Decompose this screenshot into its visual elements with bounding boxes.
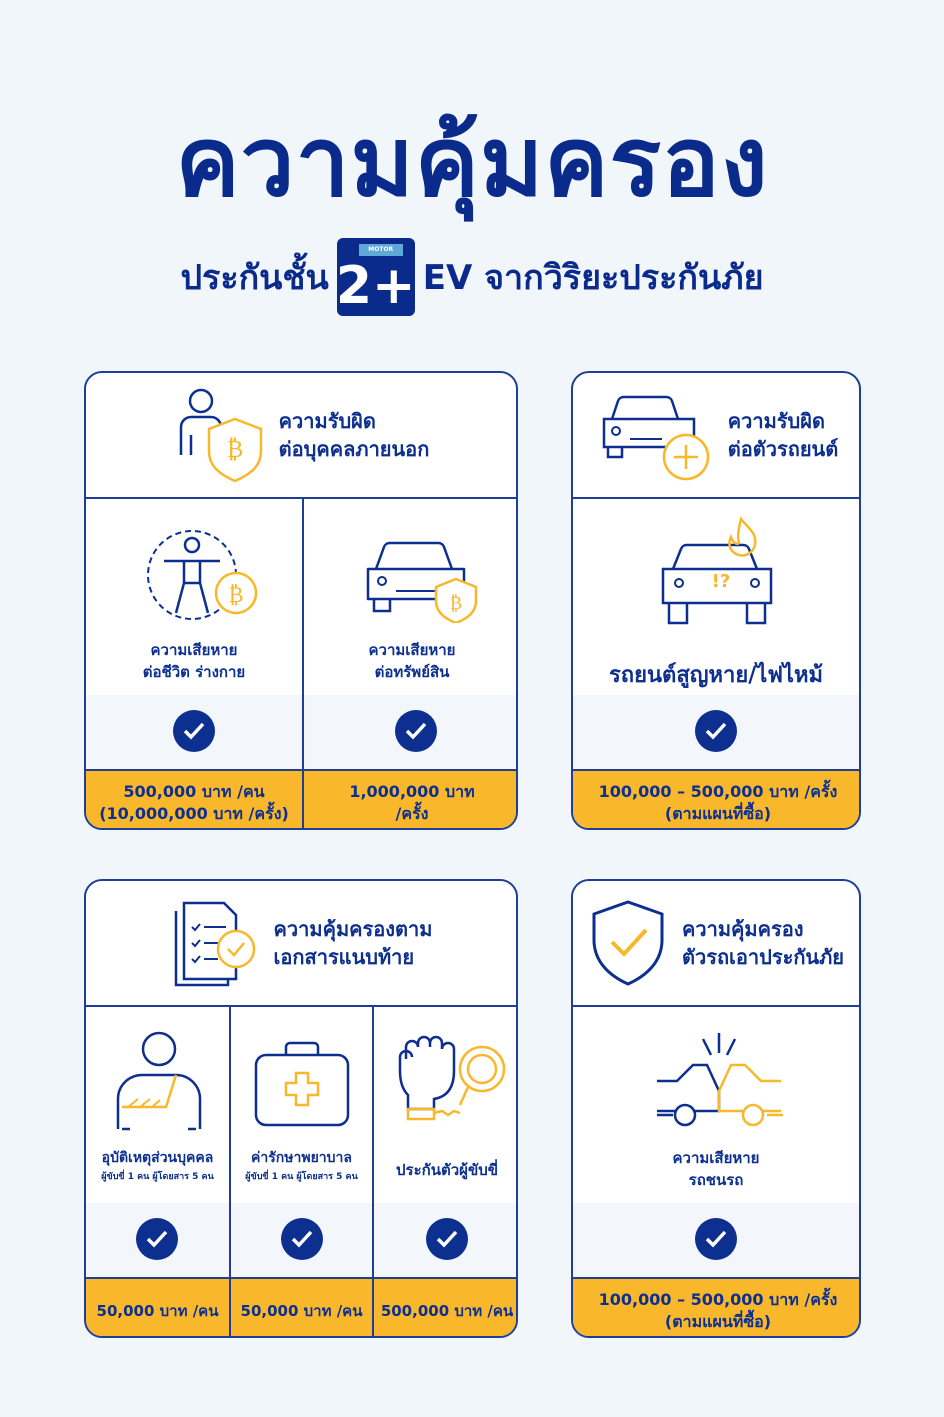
collision-label (573, 1147, 859, 1191)
own-damage-title-2: ตัวรถเอาประกันภัย (681, 945, 844, 969)
personal-accident-amount: 50,000 บาท /คน (86, 1277, 229, 1338)
amount-line: /ครั้ง (395, 803, 429, 823)
svg-text:₿: ₿ (228, 583, 244, 608)
page-subtitle (0, 238, 944, 316)
sublabel: ผู้ขับขี่ 1 คน ผู้โดยสาร 5 คน (101, 1172, 214, 1182)
check-icon (695, 710, 737, 752)
amount-line: 100,000 – 500,000 บาท /ครั้ง (598, 781, 838, 801)
life-damage-label (86, 639, 302, 683)
check-icon (281, 1218, 323, 1260)
label-line: ต่อชีวิต ร่างกาย (142, 663, 246, 681)
attachments-card (84, 879, 518, 1338)
subtitle-suffix: EV จากวิริยะประกันภัย (422, 258, 764, 298)
bail-bond-amount: 500,000 บาท /คน (374, 1277, 518, 1338)
svg-text:₿: ₿ (449, 593, 463, 614)
vehicle-title-1: ความรับผิด (727, 409, 825, 433)
subtitle-prefix: ประกันชั้น (180, 258, 329, 298)
attachments-header (86, 881, 516, 1007)
own-damage-title-1: ความคุ้มครอง (681, 917, 804, 941)
person-shield-icon (173, 385, 265, 485)
page-title: ความคุ้มครอง (175, 106, 769, 218)
life-damage-amount (86, 769, 302, 830)
third-party-title-2: ต่อบุคคลภายนอก (278, 437, 430, 461)
car-shield-icon (360, 533, 480, 623)
label-line: รถชนรถ (688, 1171, 744, 1189)
amount-line: (10,000,000 บาท /ครั้ง) (99, 803, 289, 823)
car-crash-icon (655, 1029, 783, 1133)
personal-accident-label (86, 1147, 229, 1185)
label-line: ต่อทรัพย์สิน (374, 663, 450, 681)
own-damage-card (571, 879, 861, 1338)
amount-line: 100,000 – 500,000 บาท /ครั้ง (598, 1289, 838, 1309)
first-aid-kit-icon (252, 1039, 352, 1129)
check-icon (426, 1218, 468, 1260)
car-plus-icon (594, 387, 714, 483)
attachments-title-2: เอกสารแนบท้าย (273, 945, 415, 969)
label-line: ความเสียหาย (672, 1149, 760, 1167)
check-icon (395, 710, 437, 752)
body-circle-coin-icon (142, 527, 262, 621)
check-icon (695, 1218, 737, 1260)
check-icon (136, 1218, 178, 1260)
svg-text:₿: ₿ (226, 435, 243, 463)
attachments-title-1: ความคุ้มครองตาม (273, 917, 433, 941)
amount-line: 1,000,000 บาท (349, 781, 475, 801)
third-party-header (86, 373, 516, 499)
vehicle-loss-label: รถยนต์สูญหาย/ไฟไหม้ (608, 663, 824, 688)
collision-amount (573, 1277, 861, 1338)
medical-expense-amount: 50,000 บาท /คน (231, 1277, 372, 1338)
own-damage-header (573, 881, 859, 1007)
sublabel: ผู้ขับขี่ 1 คน ผู้โดยสาร 5 คน (245, 1172, 358, 1182)
amount-line: (ตามแผนที่ซื้อ) (664, 803, 772, 823)
injured-person-icon (114, 1029, 204, 1133)
label-line: ค่ารักษาพยาบาล (251, 1150, 352, 1166)
document-check-icon (170, 897, 260, 989)
label-line: ความเสียหาย (150, 641, 238, 659)
third-party-title-1: ความรับผิด (278, 409, 376, 433)
warning-text: !? (711, 571, 731, 592)
plan-badge (337, 238, 415, 316)
label-line: ความเสียหาย (368, 641, 456, 659)
badge-brand: MOTOR (359, 244, 403, 256)
property-damage-amount (304, 769, 518, 830)
vehicle-card (571, 371, 861, 830)
amount-line: 500,000 บาท /คน (123, 781, 265, 801)
vehicle-amount (573, 769, 861, 830)
medical-expense-label (231, 1147, 372, 1185)
shield-check-icon (588, 898, 668, 988)
check-icon (173, 710, 215, 752)
badge-text: 2+ (335, 256, 416, 316)
fist-handcuff-icon (394, 1033, 510, 1123)
label-line: อุบัติเหตุส่วนบุคคล (101, 1150, 214, 1166)
third-party-card (84, 371, 518, 830)
property-damage-label (304, 639, 518, 683)
amount-line: (ตามแผนที่ซื้อ) (664, 1311, 772, 1331)
vehicle-header (573, 373, 859, 499)
bail-bond-label: ประกันตัวผู้ขับขี่ (396, 1161, 498, 1179)
vehicle-title-2: ต่อตัวรถยนต์ (727, 437, 839, 461)
